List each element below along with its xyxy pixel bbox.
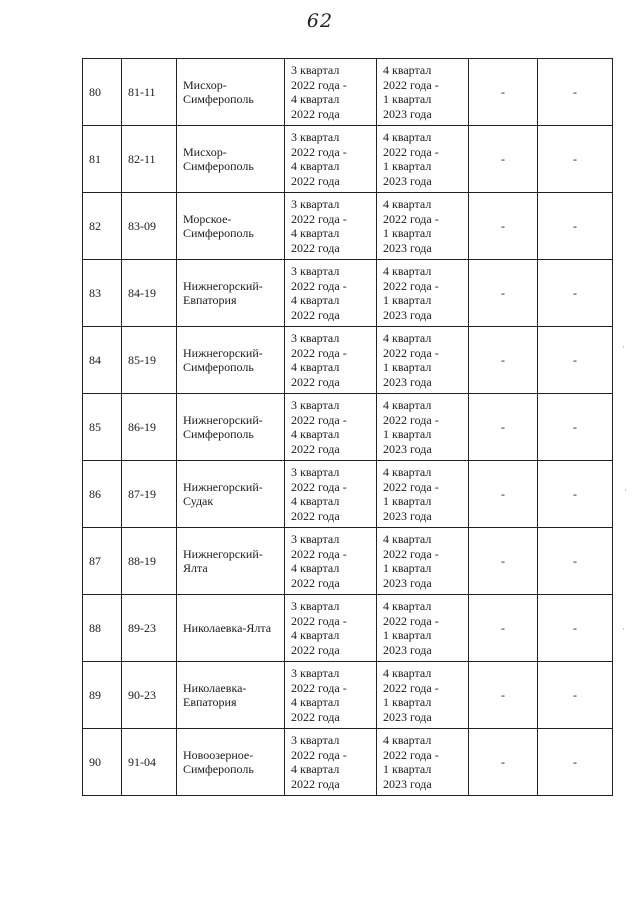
period-end-line: 4 квартал (383, 264, 432, 278)
value-b-cell (538, 729, 613, 796)
period-end-line: 2022 года - (383, 77, 439, 92)
period-end-line: 2023 года (383, 240, 432, 255)
period-end-line: 1 квартал (383, 695, 432, 709)
row-number-cell (83, 528, 122, 595)
period-start-line: 2022 года - (291, 412, 347, 427)
period-end-line: 2022 года - (383, 278, 439, 293)
period-start-line: 4 квартал (291, 226, 340, 240)
period-start-line: 2022 года (291, 240, 340, 255)
period-end-line: 2022 года - (383, 680, 439, 695)
value-a: - (501, 486, 505, 501)
period-start-line: 2022 года (291, 307, 340, 322)
route-name-line: Симферополь (183, 226, 254, 240)
value-a-cell (469, 260, 538, 327)
row-number: 88 (89, 620, 101, 635)
route-code-cell (122, 260, 177, 327)
route-name-line: Николаевка- (183, 680, 247, 695)
route-code-cell (122, 662, 177, 729)
route-name-line: Николаевка-Ялта (183, 620, 272, 635)
period-end-cell (377, 327, 469, 394)
period-end-line: 1 квартал (383, 762, 432, 776)
route-schedule-table (82, 58, 613, 796)
route-name-line: Нижнегорский- (183, 479, 263, 494)
value-a: - (501, 419, 505, 434)
value-a: - (501, 553, 505, 568)
period-start-line: 4 квартал (291, 159, 340, 173)
period-end-line: 4 квартал (383, 465, 432, 479)
period-end-line: 4 квартал (383, 197, 432, 211)
route-name-line: Симферополь (183, 762, 254, 776)
period-end-line: 4 квартал (383, 63, 432, 77)
period-start-line: 2022 года - (291, 680, 347, 695)
period-start-line: 2022 года - (291, 479, 347, 494)
period-end-line: 4 квартал (383, 733, 432, 747)
row-number-cell (83, 394, 122, 461)
route-code: 84-19 (128, 285, 156, 300)
route-name-line: Симферополь (183, 360, 254, 374)
period-start-line: 2022 года - (291, 77, 347, 92)
route-code-cell (122, 461, 177, 528)
value-a-cell (469, 59, 538, 126)
period-end-line: 1 квартал (383, 561, 432, 575)
table-row (83, 729, 613, 796)
period-start-cell (285, 327, 377, 394)
value-b-cell (538, 193, 613, 260)
period-start-line: 2022 года - (291, 747, 347, 762)
period-start-line: 3 квартал (291, 666, 340, 680)
table-row (83, 59, 613, 126)
period-start-line: 4 квартал (291, 561, 340, 575)
period-end-line: 2022 года - (383, 747, 439, 762)
period-start-line: 3 квартал (291, 532, 340, 546)
value-b-cell (538, 595, 613, 662)
period-end-line: 2023 года (383, 374, 432, 389)
route-name-line: Симферополь (183, 427, 254, 441)
value-b-cell (538, 327, 613, 394)
period-end-line: 1 квартал (383, 92, 432, 106)
route-code-cell (122, 528, 177, 595)
value-a: - (501, 218, 505, 233)
period-end-line: 1 квартал (383, 494, 432, 508)
row-number: 89 (89, 687, 101, 702)
value-a-cell (469, 595, 538, 662)
value-b: - (573, 687, 577, 702)
row-number: 81 (89, 151, 101, 166)
value-b-cell (538, 461, 613, 528)
value-b-cell (538, 528, 613, 595)
period-end-line: 2023 года (383, 508, 432, 523)
route-code: 87-19 (128, 486, 156, 501)
value-b: - (573, 553, 577, 568)
period-end-cell (377, 528, 469, 595)
route-name-cell (177, 193, 285, 260)
period-end-line: 2022 года - (383, 479, 439, 494)
period-start-cell (285, 193, 377, 260)
value-a-cell (469, 394, 538, 461)
route-code-cell (122, 595, 177, 662)
period-end-line: 2023 года (383, 709, 432, 724)
route-name-line: Судак (183, 494, 214, 508)
period-start-line: 4 квартал (291, 695, 340, 709)
value-b: - (573, 754, 577, 769)
row-number: 83 (89, 285, 101, 300)
row-number-cell (83, 59, 122, 126)
route-name-line: Ялта (183, 561, 208, 575)
value-b-cell (538, 394, 613, 461)
period-start-line: 3 квартал (291, 599, 340, 613)
period-start-line: 3 квартал (291, 264, 340, 278)
route-name-cell (177, 394, 285, 461)
period-end-line: 4 квартал (383, 398, 432, 412)
route-name-cell (177, 729, 285, 796)
period-start-cell (285, 260, 377, 327)
period-end-line: 2022 года - (383, 144, 439, 159)
period-start-line: 3 квартал (291, 197, 340, 211)
period-start-line: 2022 года - (291, 211, 347, 226)
period-end-cell (377, 662, 469, 729)
period-start-line: 2022 года (291, 776, 340, 791)
route-code: 86-19 (128, 419, 156, 434)
period-end-cell (377, 126, 469, 193)
row-number: 85 (89, 419, 101, 434)
route-name-cell (177, 662, 285, 729)
route-name-line: Мисхор- (183, 144, 227, 159)
period-start-line: 3 квартал (291, 63, 340, 77)
route-name-line: Симферополь (183, 92, 254, 106)
route-code: 88-19 (128, 553, 156, 568)
route-name-line: Нижнегорский- (183, 278, 263, 293)
period-start-cell (285, 729, 377, 796)
route-name-cell (177, 59, 285, 126)
row-number-cell (83, 729, 122, 796)
row-number-cell (83, 193, 122, 260)
period-end-line: 1 квартал (383, 360, 432, 374)
value-b: - (573, 352, 577, 367)
route-name-cell (177, 461, 285, 528)
table-row (83, 260, 613, 327)
route-name-cell (177, 126, 285, 193)
route-name-cell (177, 260, 285, 327)
period-end-line: 2023 года (383, 441, 432, 456)
route-name-line: Новоозерное- (183, 747, 254, 762)
scan-speck: · (622, 624, 625, 634)
period-start-line: 4 квартал (291, 360, 340, 374)
period-end-cell (377, 193, 469, 260)
period-start-cell (285, 662, 377, 729)
value-b-cell (538, 662, 613, 729)
table-row (83, 327, 613, 394)
row-number: 84 (89, 352, 101, 367)
period-end-line: 2023 года (383, 173, 432, 188)
route-code: 90-23 (128, 687, 156, 702)
period-end-line: 2023 года (383, 307, 432, 322)
period-end-line: 2023 года (383, 642, 432, 657)
period-start-line: 2022 года (291, 106, 340, 121)
period-end-line: 2023 года (383, 106, 432, 121)
route-name-line: Евпатория (183, 695, 237, 709)
row-number-cell (83, 327, 122, 394)
value-b: - (573, 419, 577, 434)
route-name-cell (177, 327, 285, 394)
value-a-cell (469, 528, 538, 595)
period-end-line: 2023 года (383, 776, 432, 791)
value-b-cell (538, 260, 613, 327)
route-code-cell (122, 327, 177, 394)
period-end-cell (377, 260, 469, 327)
route-code: 81-11 (128, 84, 156, 99)
value-a: - (501, 620, 505, 635)
period-start-cell (285, 394, 377, 461)
row-number-cell (83, 126, 122, 193)
period-end-line: 1 квартал (383, 293, 432, 307)
value-a: - (501, 285, 505, 300)
period-start-line: 2022 года - (291, 613, 347, 628)
table-body (83, 59, 613, 796)
period-end-line: 1 квартал (383, 427, 432, 441)
period-start-line: 3 квартал (291, 733, 340, 747)
route-code: 85-19 (128, 352, 156, 367)
period-start-line: 4 квартал (291, 427, 340, 441)
period-start-line: 3 квартал (291, 465, 340, 479)
value-a-cell (469, 662, 538, 729)
period-end-line: 4 квартал (383, 130, 432, 144)
table-row (83, 662, 613, 729)
page-number: 62 (306, 10, 334, 32)
value-a-cell (469, 126, 538, 193)
route-name-cell (177, 528, 285, 595)
value-b: - (573, 84, 577, 99)
value-a-cell (469, 729, 538, 796)
value-a: - (501, 84, 505, 99)
route-name-line: Нижнегорский- (183, 546, 263, 561)
period-start-cell (285, 595, 377, 662)
route-name-line: Мисхор- (183, 77, 227, 92)
period-end-line: 2022 года - (383, 412, 439, 427)
route-code-cell (122, 59, 177, 126)
route-code-cell (122, 394, 177, 461)
period-end-line: 1 квартал (383, 159, 432, 173)
period-start-line: 4 квартал (291, 92, 340, 106)
period-start-line: 4 квартал (291, 494, 340, 508)
row-number: 82 (89, 218, 101, 233)
route-code: 89-23 (128, 620, 156, 635)
row-number-cell (83, 595, 122, 662)
route-name-line: Евпатория (183, 293, 237, 307)
period-end-line: 4 квартал (383, 666, 432, 680)
value-a: - (501, 151, 505, 166)
period-start-line: 2022 года - (291, 144, 347, 159)
value-b: - (573, 151, 577, 166)
value-b: - (573, 486, 577, 501)
period-start-line: 3 квартал (291, 398, 340, 412)
table-row (83, 595, 613, 662)
period-start-line: 2022 года - (291, 345, 347, 360)
period-start-line: 2022 года (291, 441, 340, 456)
value-a: - (501, 754, 505, 769)
period-end-cell (377, 729, 469, 796)
period-end-cell (377, 595, 469, 662)
route-code-cell (122, 126, 177, 193)
route-name-line: Нижнегорский- (183, 412, 263, 427)
period-start-line: 4 квартал (291, 628, 340, 642)
period-end-line: 1 квартал (383, 226, 432, 240)
route-name-line: Морское- (183, 211, 232, 226)
route-name-line: Симферополь (183, 159, 254, 173)
table-row (83, 394, 613, 461)
period-end-line: 4 квартал (383, 532, 432, 546)
period-start-line: 4 квартал (291, 762, 340, 776)
period-start-line: 2022 года (291, 173, 340, 188)
period-end-line: 2022 года - (383, 546, 439, 561)
scan-speck: · (624, 485, 627, 495)
period-end-line: 2022 года - (383, 345, 439, 360)
period-start-line: 2022 года (291, 575, 340, 590)
period-start-line: 2022 года (291, 508, 340, 523)
route-code: 91-04 (128, 754, 156, 769)
row-number: 90 (89, 754, 101, 769)
table-row (83, 193, 613, 260)
value-a-cell (469, 461, 538, 528)
value-b: - (573, 218, 577, 233)
period-end-cell (377, 461, 469, 528)
period-end-cell (377, 59, 469, 126)
route-code-cell (122, 193, 177, 260)
period-end-line: 2022 года - (383, 211, 439, 226)
route-code: 82-11 (128, 151, 156, 166)
period-start-cell (285, 59, 377, 126)
period-end-cell (377, 394, 469, 461)
value-b: - (573, 285, 577, 300)
period-end-line: 4 квартал (383, 331, 432, 345)
row-number: 87 (89, 553, 101, 568)
period-start-line: 2022 года - (291, 546, 347, 561)
period-start-line: 3 квартал (291, 130, 340, 144)
route-code-cell (122, 729, 177, 796)
row-number-cell (83, 461, 122, 528)
period-start-cell (285, 126, 377, 193)
period-start-line: 2022 года (291, 374, 340, 389)
row-number-cell (83, 662, 122, 729)
period-start-line: 2022 года (291, 642, 340, 657)
table-row (83, 461, 613, 528)
value-a: - (501, 687, 505, 702)
period-start-line: 2022 года - (291, 278, 347, 293)
period-end-line: 1 квартал (383, 628, 432, 642)
route-name-cell (177, 595, 285, 662)
table-row (83, 528, 613, 595)
period-end-line: 2022 года - (383, 613, 439, 628)
value-a: - (501, 352, 505, 367)
route-name-line: Нижнегорский- (183, 345, 263, 360)
period-start-line: 3 квартал (291, 331, 340, 345)
route-code: 83-09 (128, 218, 156, 233)
value-a-cell (469, 193, 538, 260)
period-start-line: 4 квартал (291, 293, 340, 307)
period-end-line: 2023 года (383, 575, 432, 590)
value-a-cell (469, 327, 538, 394)
value-b-cell (538, 126, 613, 193)
value-b-cell (538, 59, 613, 126)
row-number: 80 (89, 84, 101, 99)
scan-speck: · (622, 342, 625, 352)
row-number-cell (83, 260, 122, 327)
table-row (83, 126, 613, 193)
value-b: - (573, 620, 577, 635)
row-number: 86 (89, 486, 101, 501)
period-start-cell (285, 461, 377, 528)
period-start-line: 2022 года (291, 709, 340, 724)
period-start-cell (285, 528, 377, 595)
period-end-line: 4 квартал (383, 599, 432, 613)
